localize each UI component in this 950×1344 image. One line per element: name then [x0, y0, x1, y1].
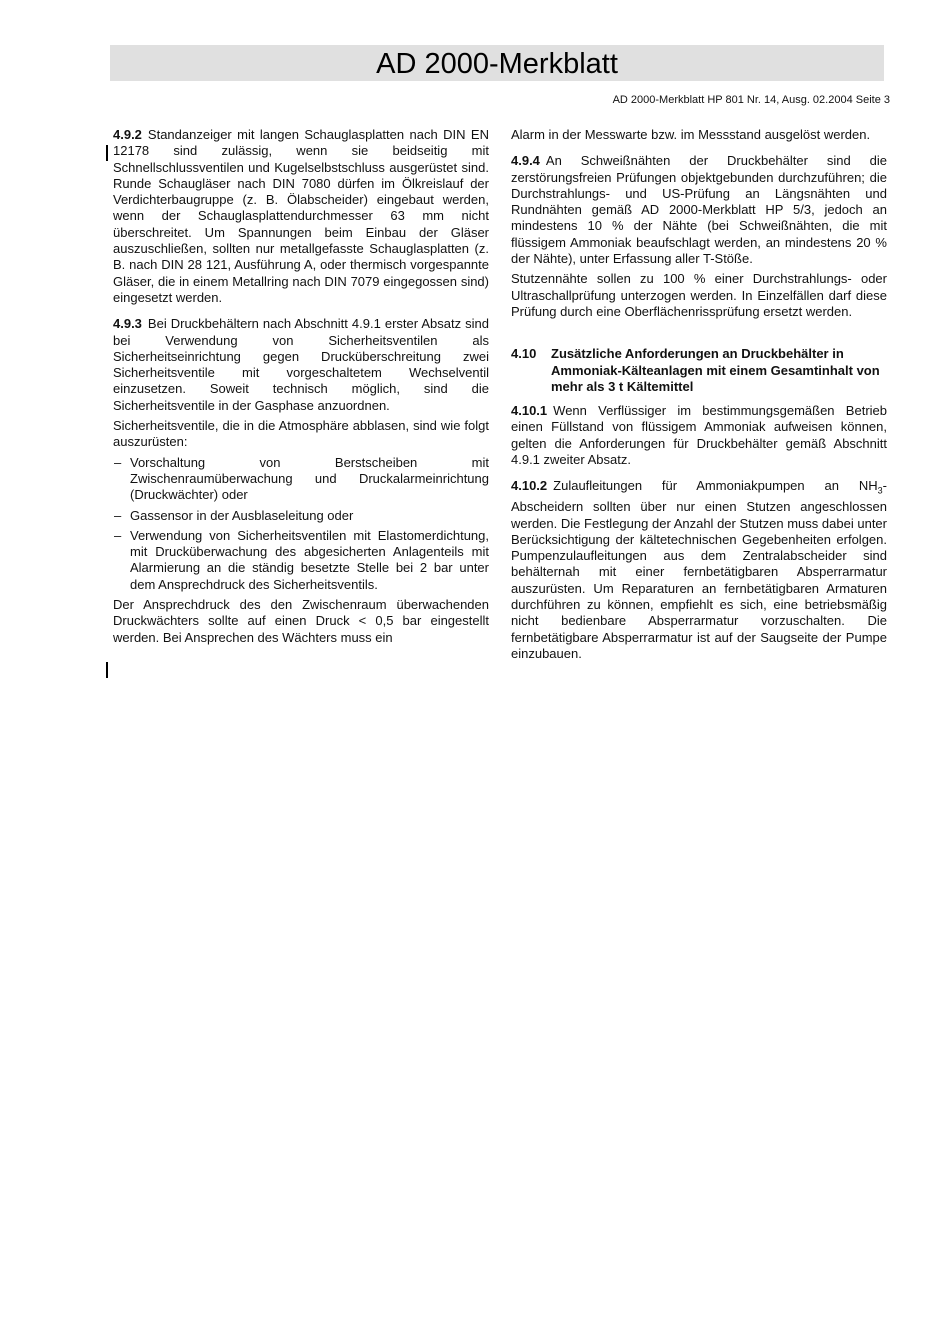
- paragraph-4-9-2: [113, 127, 489, 306]
- list-item: – Gassensor in der Ausblaseleitung oder: [113, 508, 489, 524]
- paragraph-4-10-1: [511, 403, 887, 468]
- paragraph-4-9-3: [113, 316, 489, 414]
- paragraph-text: Zulaufleitungen für Ammoniakpumpen an NH: [553, 478, 878, 494]
- left-column: [113, 127, 489, 650]
- subscript: 3: [877, 485, 883, 496]
- paragraph-ansprechdruck: Der Ansprechdruck des den Zwischenraum überwachenden Druckwächters sollte auf einen Druck < 0,5 bar eingestellt werden. Bei Ansprechen des Wächters muss ein: [113, 597, 489, 645]
- section-title: Zusätzliche Anforderungen an Druckbehälter in Ammoniak-Kälteanlagen mit einem Gesamtinhalt von mehr als 3 t Kältemittel: [551, 346, 880, 394]
- section-heading-4-10: [511, 346, 887, 395]
- paragraph-text: An Schweißnähten der Druckbehälter sind die zerstörungsfreien Prüfungen objektgebunden durchzuführen; die Durchstrahlungs- und US-Prüfung an Längsnähten und Rundnähten gemäß AD 2000-Merkblatt HP 5/3, jedoch an mindestens 10 % der Nähte (bei Schweißnähten, die mit flüssigem Ammoniak beaufschlagt werden, an mindestens 20 % der Nähte), unter Erfassung aller T-Stöße.: [511, 153, 887, 267]
- change-bar: [106, 145, 108, 161]
- page-reference: AD 2000-Merkblatt HP 801 Nr. 14, Ausg. 02.2004 Seite 3: [612, 94, 890, 106]
- section-number: 4.10: [511, 346, 537, 362]
- paragraph-text: Bei Druckbehältern nach Abschnitt 4.9.1 erster Absatz sind bei Verwendung von Sicherheitsventilen als Sicherheitseinrichtung gegen Drucküberschreitung zwei Sicherheitsventile mit vorgeschaltetem Wechselventil einzusetzen. Soweit technisch möglich, sind die Sicherheitsventile in der Gasphase anzuordnen.: [113, 316, 489, 413]
- paragraph-4-10-2: [511, 478, 887, 662]
- section-number: 4.9.2: [113, 127, 142, 142]
- paragraph-text: Wenn Verflüssiger im bestimmungsgemäßen Betrieb einen Füllstand von flüssigem Ammoniak aufweisen können, gelten die Anforderungen für Druckbehälter gemäß Abschnitt 4.9.1 zweiter Absatz.: [511, 403, 887, 468]
- section-number: 4.10.2: [511, 478, 548, 494]
- equipment-list: [113, 455, 489, 593]
- paragraph-text: Standanzeiger mit langen Schauglasplatten nach DIN EN 12178 sind zulässig, wenn sie beidseitig mit Schnellschlussventilen und Kugelselbstschluss ausgerüstet sind. Runde Schaugläser nach DIN 7080 dürfen im Ölkreislauf der Verdichterbaugruppe (z. B. Ölabscheider) eingebaut werden, wenn der Schauglasplattendurchmesser 63 mm nicht überschreitet. Um Spannungen beim Einbau der Gläser auszuschließen, sollten nur metallgefasste Schauglasplatten (z. B. nach DIN 28 121, Ausführung A, oder thermisch vorgespannte Gläser, die in einem Metallring nach DIN 7079 eingegossen sind) eingesetzt werden.: [113, 127, 489, 305]
- section-number: 4.9.3: [113, 316, 142, 332]
- list-item: – Verwendung von Sicherheitsventilen mit Elastomerdichtung, mit Drucküberwachung des abgesicherten Anlagenteils mit Alarmierung an die ständig besetzte Stelle bei 2 bar unter dem Ansprechdruck des Sicherheitsventils.: [113, 528, 489, 593]
- paragraph-safety-intro: Sicherheitsventile, die in die Atmosphäre abblasen, sind wie folgt auszurüsten:: [113, 418, 489, 450]
- paragraph-stutzen: Stutzennähte sollen zu 100 % einer Durchstrahlungs- oder Ultraschallprüfung unterzogen werden. In Einzelfällen darf diese Prüfung durch eine Oberflächenrissprüfung ersetzt werden.: [511, 271, 887, 319]
- right-column: [511, 127, 887, 666]
- section-number: 4.9.4: [511, 153, 540, 169]
- document-title: AD 2000-Merkblatt: [110, 45, 884, 81]
- list-item: – Vorschaltung von Berstscheiben mit Zwischenraumüberwachung und Druckalarmeinrichtung (Druckwächter) oder: [113, 455, 489, 504]
- section-number: 4.10.1: [511, 403, 548, 419]
- paragraph-text: -Abscheidern sollten über nur einen Stutzen angeschlossen werden. Die Festlegung der Anzahl der Stutzen muss dabei unter Berücksichtigung der kältetechnischen Gegebenheiten erfolgen. Pumpenzulaufleitungen aus dem Zentralabscheider sind behälternah mit einer fernbetätigbaren Absperrarmatur auszurüsten. Um Reparaturen an fernbetätigbaren Armaturen durchführen zu können, empfiehlt es sich, eine betriebsmäßig nicht bedienbare Absperrarmatur vorzuschalten. Die fernbetätigbare Absperrarmatur ist auf der Saugseite der Pumpe einzubauen.: [511, 478, 887, 661]
- paragraph-4-9-4: [511, 153, 887, 267]
- paragraph-continuation: Alarm in der Messwarte bzw. im Messstand ausgelöst werden.: [511, 127, 871, 142]
- change-bar: [106, 662, 108, 678]
